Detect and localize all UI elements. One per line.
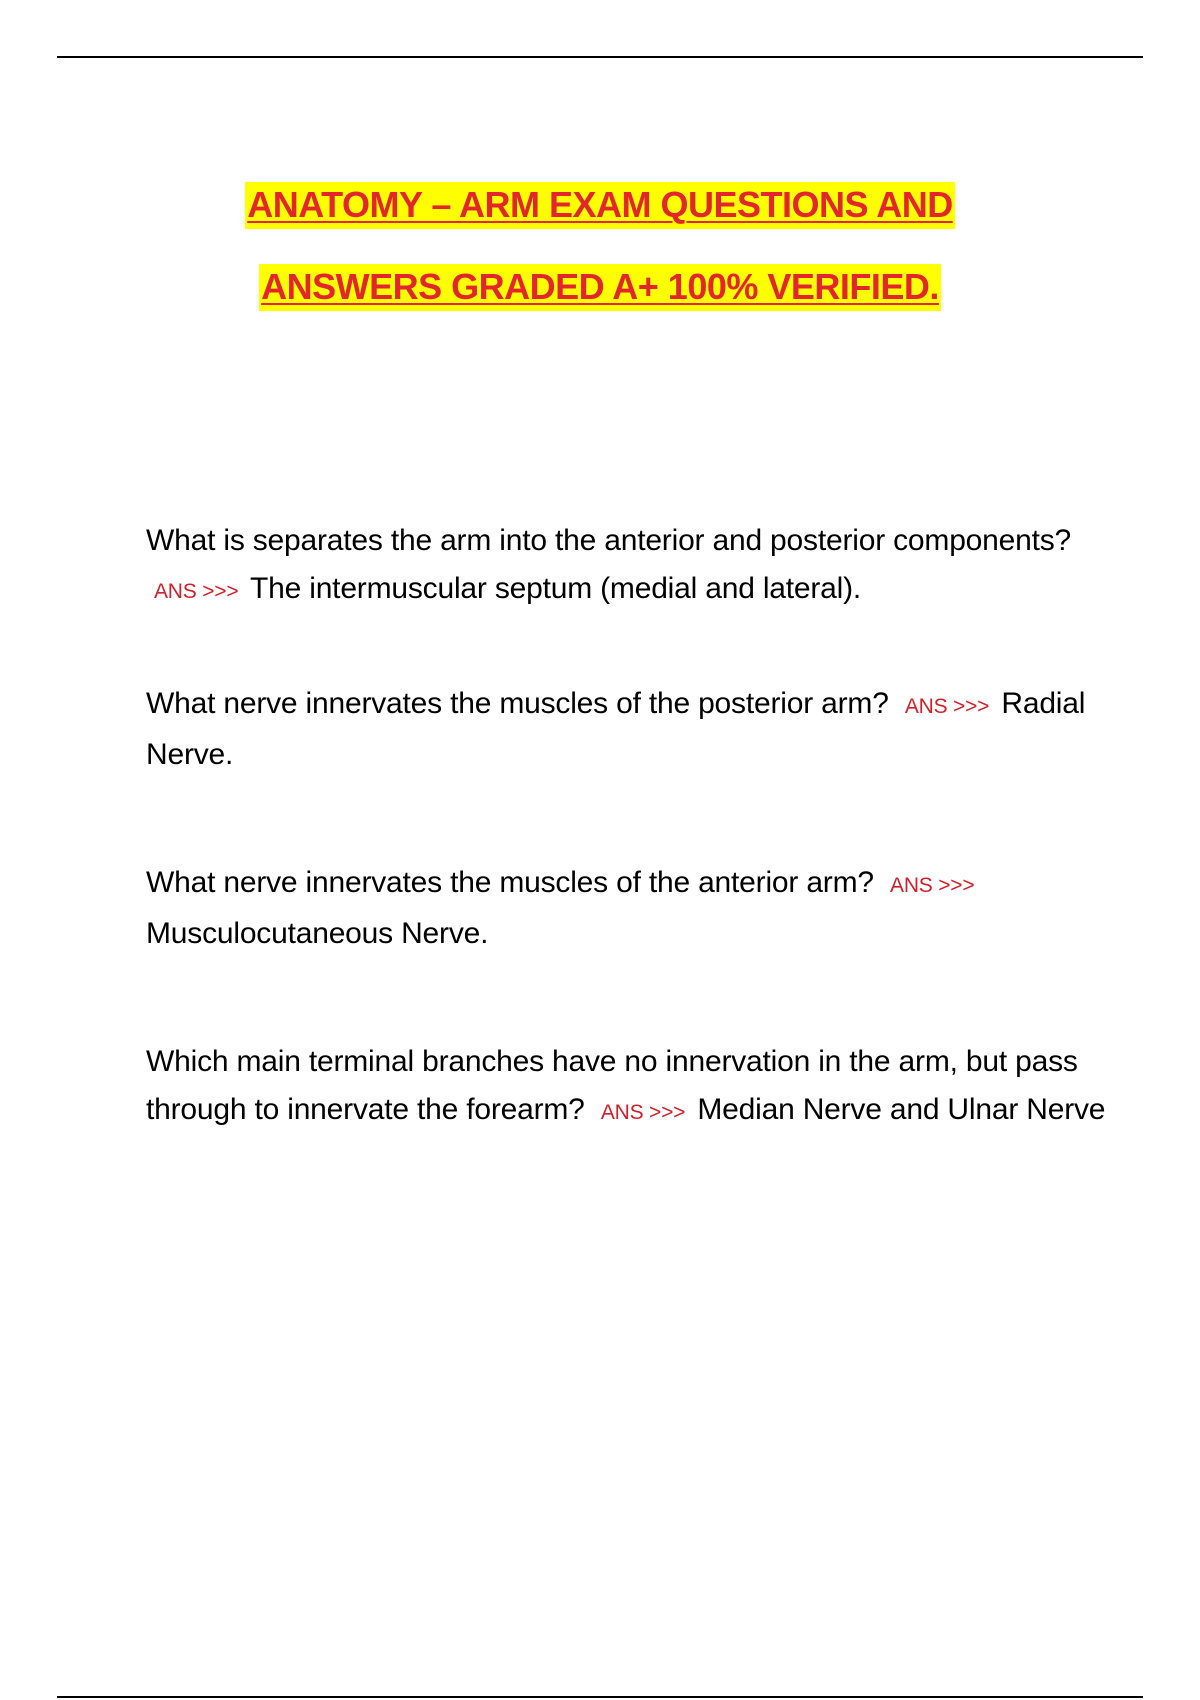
question-text: What nerve innervates the muscles of the posterior arm? [146, 687, 889, 720]
question-text: What is separates the arm into the anterior and posterior components? [146, 524, 1072, 557]
answer-marker: ANS >>> [904, 695, 990, 718]
answer-text: Median Nerve and Ulnar Nerve [697, 1093, 1106, 1126]
qa-list [146, 517, 1106, 1137]
document-title [0, 164, 1200, 328]
question-text: What nerve innervates the muscles of the anterior arm? [146, 866, 874, 899]
header-rule [57, 56, 1143, 58]
answer-text: Radial Nerve. [146, 687, 1086, 771]
answer-marker: ANS >>> [154, 580, 239, 603]
qa-item-2 [146, 680, 1106, 779]
answer-text: The intermuscular septum (medial and lateral). [250, 572, 862, 605]
answer-marker: ANS >>> [890, 874, 975, 897]
answer-text: Musculocutaneous Nerve. [146, 917, 489, 950]
question-text: Which main terminal branches have no innervation in the arm, but pass through to innervate the forearm? [146, 1045, 1078, 1126]
title-line-2: ANSWERS GRADED A+ 100% VERIFIED. [0, 246, 1200, 328]
qa-item-1 [146, 517, 1106, 616]
title-line-1: ANATOMY – ARM EXAM QUESTIONS AND [0, 164, 1200, 246]
footer-rule [57, 1696, 1143, 1698]
qa-item-4 [146, 1038, 1106, 1137]
qa-item-3 [146, 859, 1106, 958]
answer-marker: ANS >>> [600, 1101, 686, 1124]
